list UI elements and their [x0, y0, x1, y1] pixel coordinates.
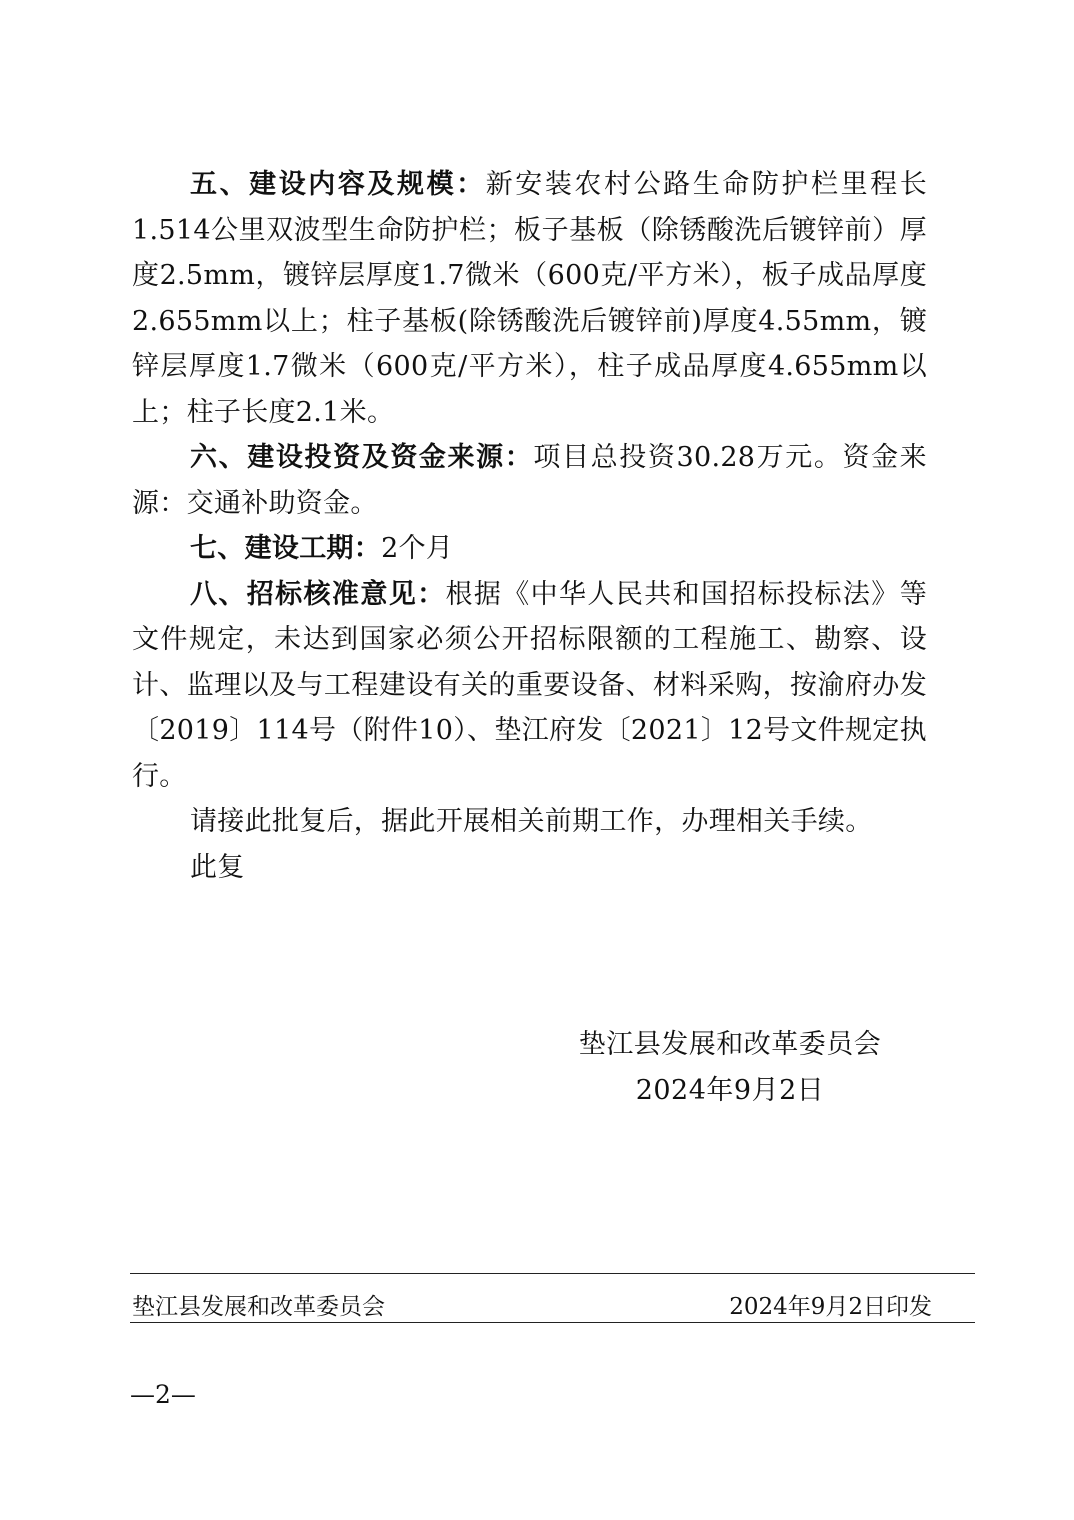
section-6-text: 项目总投资30.28万元。资金来源：交通补助资金。	[132, 442, 927, 519]
page-number: —2—	[130, 1380, 196, 1409]
section-7-heading: 七、建设工期：	[190, 533, 382, 564]
signature-org: 垫江县发展和改革委员会	[578, 1029, 882, 1060]
footer-issuer: 垫江县发展和改革委员会	[132, 1294, 385, 1320]
reply-line: 此复	[190, 851, 245, 883]
section-8-heading: 八、招标核准意见：	[190, 578, 446, 610]
section-6-heading: 六、建设投资及资金来源：	[190, 442, 534, 473]
section-5-text: 新安装农村公路生命防护栏里程长1.514公里双波型生命防护栏；板子基板（除锈酸洗后镀锌前）厚度2.5mm，镀锌层厚度1.7微米（600克/平方米），板子成品厚度2.655mm以上；柱子基板(除锈酸洗后镀锌前)厚度4.55mm，镀锌层厚度1.7微米（600克/平方米），柱子成品厚度4.655mm以上；柱子长度2.1米。	[132, 169, 928, 428]
section-7	[132, 526, 927, 572]
closing-paragraph: 请接此批复后，据此开展相关前期工作，办理相关手续。	[190, 806, 873, 837]
section-5-heading: 五、建设内容及规模：	[190, 169, 486, 200]
section-5	[132, 162, 927, 435]
footer-bottom-rule	[130, 1322, 975, 1323]
section-8	[132, 572, 927, 800]
footer-issue-date: 2024年9月2日印发	[729, 1294, 932, 1320]
section-6	[132, 435, 927, 526]
document-body	[132, 162, 927, 890]
section-7-text: 2个月	[381, 533, 454, 564]
signature-date: 2024年9月2日	[635, 1075, 825, 1106]
section-8-text: 根据《中华人民共和国招标投标法》等文件规定，未达到国家必须公开招标限额的工程施工、勘察、设计、监理以及与工程建设有关的重要设备、材料采购，按渝府办发〔2019〕114号（附件10）、垫江府发〔2021〕12号文件规定执行。	[132, 578, 927, 792]
footer-top-rule	[130, 1273, 975, 1274]
